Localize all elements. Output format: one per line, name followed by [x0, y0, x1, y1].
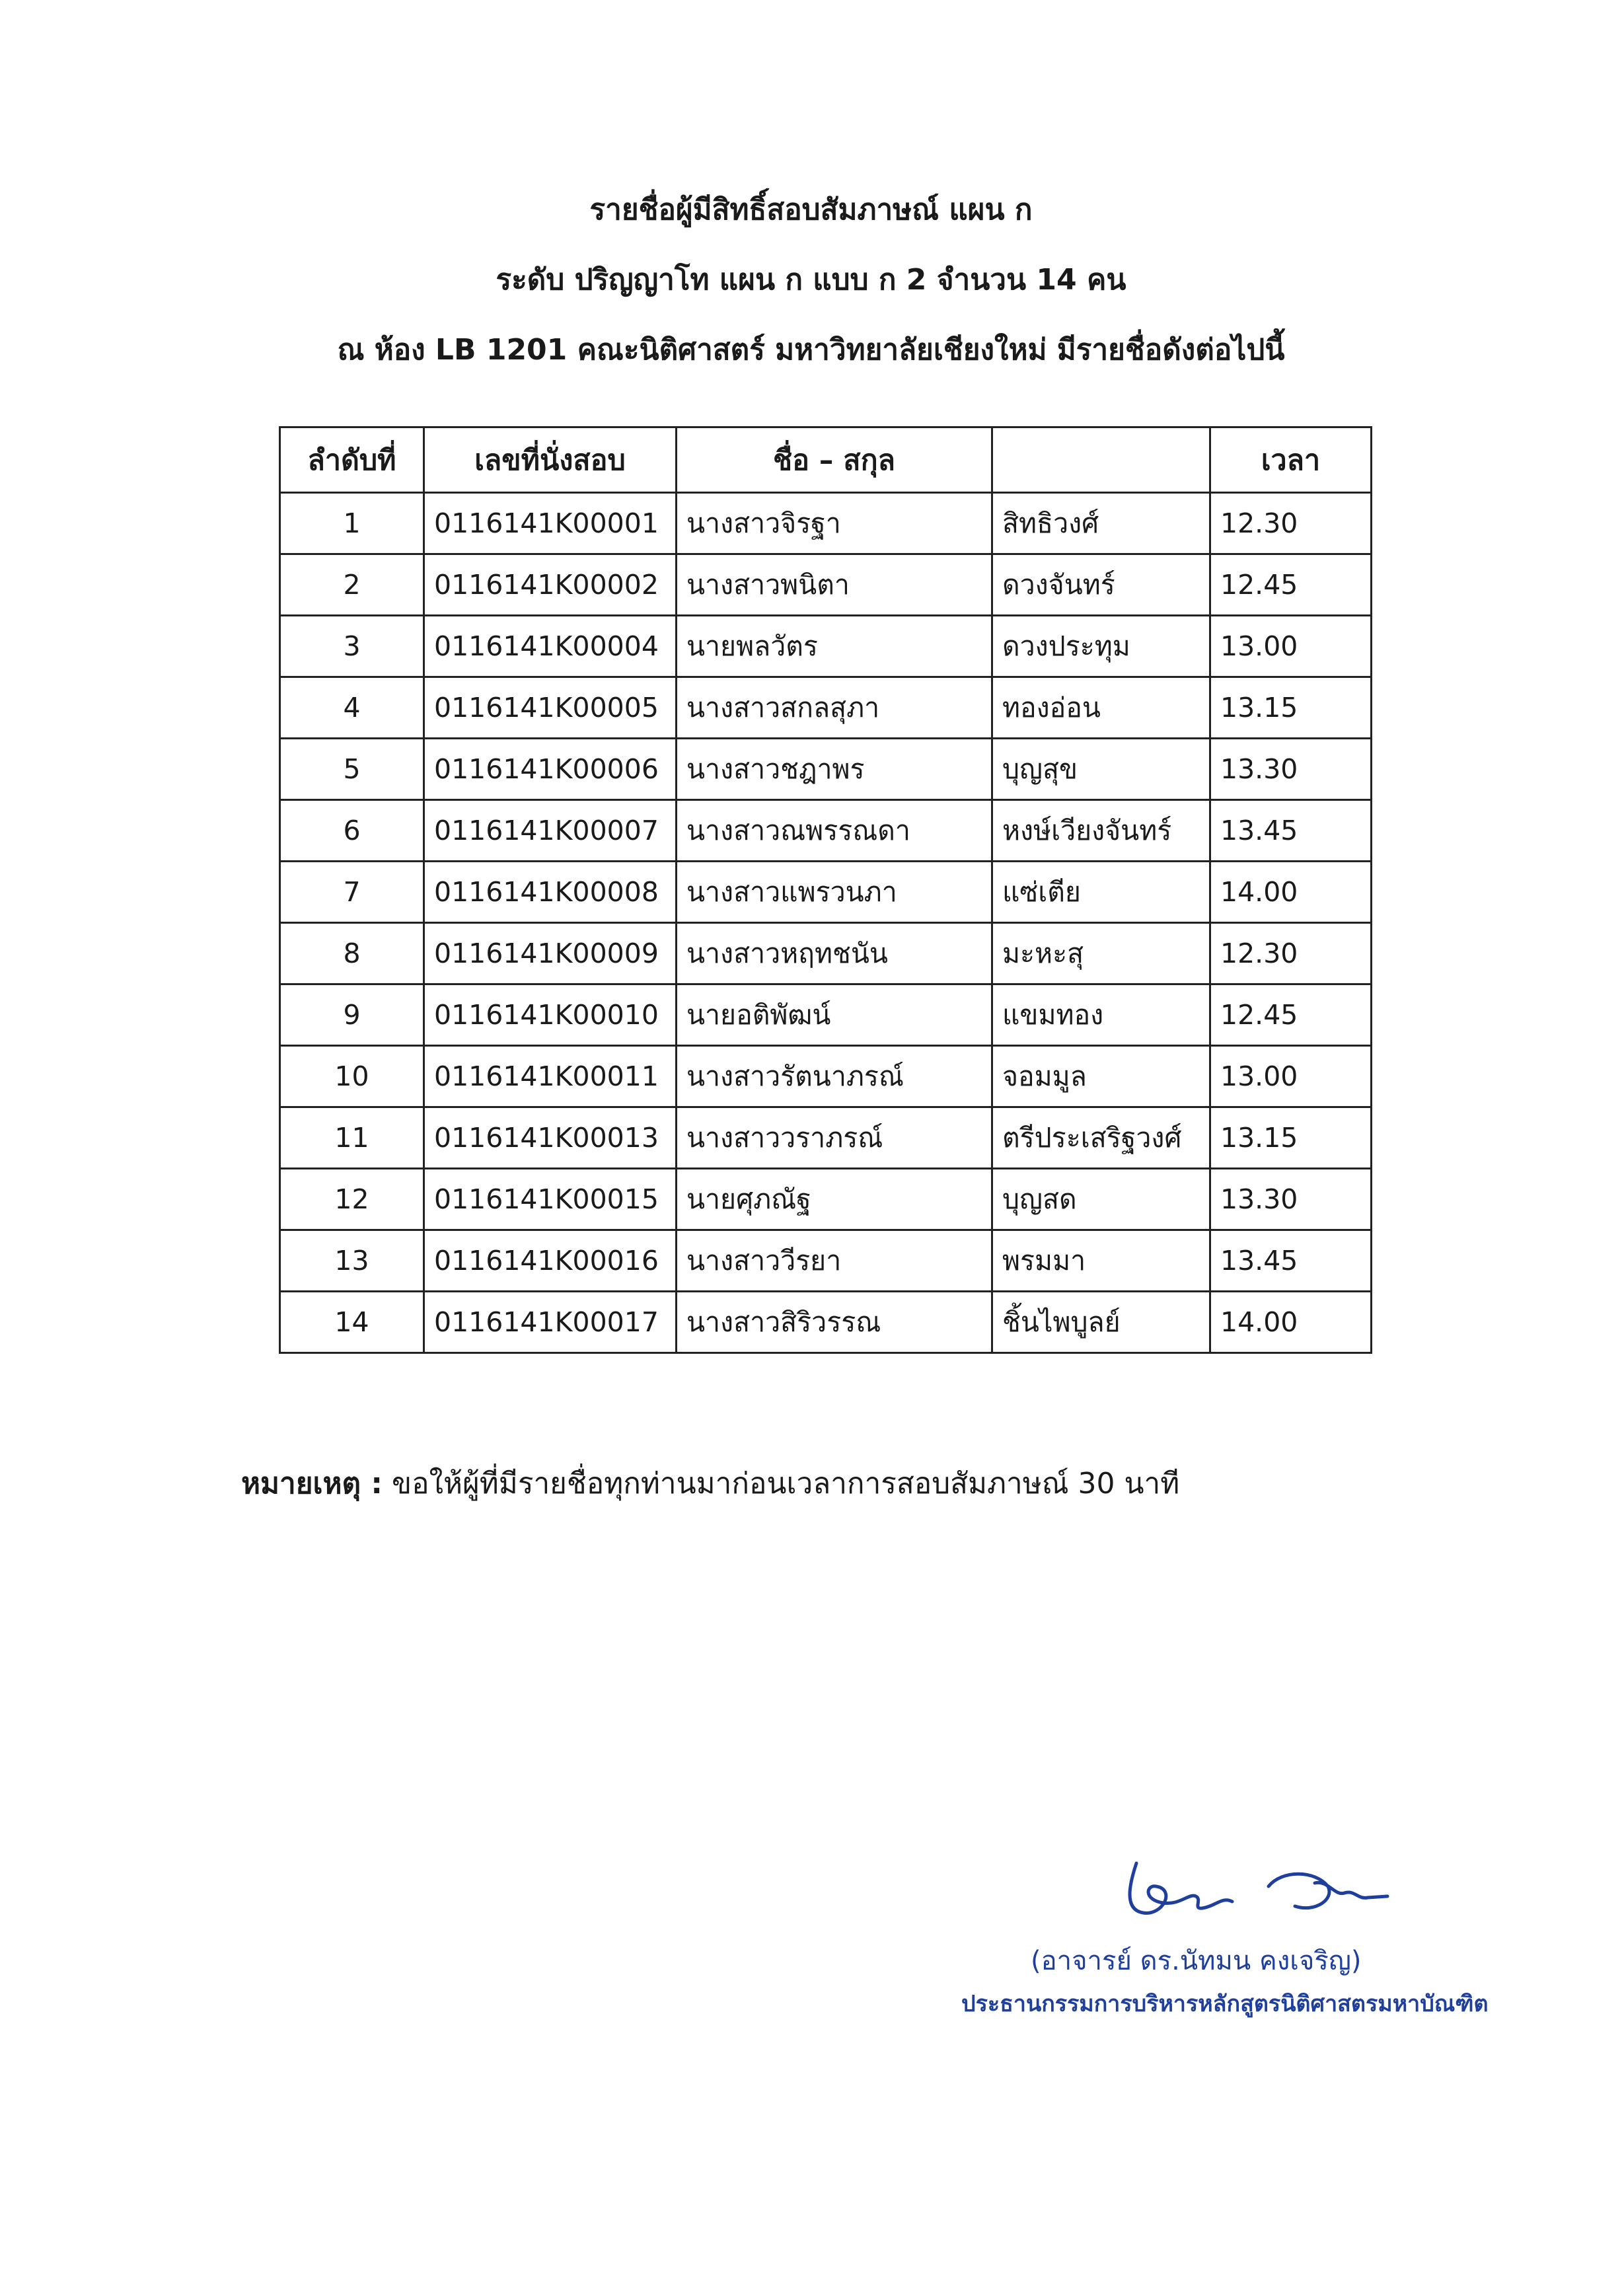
remark: [241, 1460, 1179, 1506]
cell-time: 12.30: [1210, 493, 1372, 554]
cell-no: 2: [280, 554, 424, 616]
cell-time: 12.30: [1210, 923, 1372, 984]
cell-seat: 0116141K00009: [424, 923, 677, 984]
cell-last-name: จอมมูล: [992, 1046, 1210, 1107]
cell-first-name: นางสาวชฎาพร: [677, 739, 992, 800]
cell-last-name: แซ่เตีย: [992, 862, 1210, 923]
cell-time: 13.15: [1210, 1107, 1372, 1169]
cell-seat: 0116141K00007: [424, 800, 677, 862]
cell-first-name: นางสาวสิริวรรณ: [677, 1292, 992, 1353]
cell-last-name: ชิ้นไพบูลย์: [992, 1292, 1210, 1353]
cell-time: 13.00: [1210, 616, 1372, 677]
cell-no: 12: [280, 1169, 424, 1230]
cell-seat: 0116141K00010: [424, 984, 677, 1046]
table-body: [280, 493, 1372, 1353]
table-row: [280, 862, 1372, 923]
remark-label: หมายเหตุ :: [241, 1467, 383, 1500]
cell-last-name: หงษ์เวียงจันทร์: [992, 800, 1210, 862]
cell-no: 5: [280, 739, 424, 800]
cell-time: 13.30: [1210, 739, 1372, 800]
cell-time: 13.45: [1210, 1230, 1372, 1292]
cell-seat: 0116141K00016: [424, 1230, 677, 1292]
table-row: [280, 800, 1372, 862]
table-row: [280, 1107, 1372, 1169]
cell-first-name: นางสาวพนิตา: [677, 554, 992, 616]
column-header-surname: [992, 427, 1210, 493]
table-row: [280, 1230, 1372, 1292]
cell-no: 10: [280, 1046, 424, 1107]
cell-no: 3: [280, 616, 424, 677]
header-location: ณ ห้อง LB 1201 คณะนิติศาสตร์ มหาวิทยาลัยเชียงใหม่ มีรายชื่อดังต่อไปนี้: [337, 333, 1285, 367]
column-header-seat: เลขที่นั่งสอบ: [424, 427, 677, 493]
cell-seat: 0116141K00006: [424, 739, 677, 800]
table-header-row: [280, 427, 1372, 493]
cell-first-name: นางสาวจิรฐา: [677, 493, 992, 554]
cell-first-name: นางสาวรัตนาภรณ์: [677, 1046, 992, 1107]
column-header-time: เวลา: [1210, 427, 1372, 493]
cell-time: 13.45: [1210, 800, 1372, 862]
cell-last-name: บุญสด: [992, 1169, 1210, 1230]
cell-last-name: มะหะสุ: [992, 923, 1210, 984]
signatory-title: ประธานกรรมการบริหารหลักสูตรนิติศาสตรมหาบัณฑิต: [961, 1991, 1489, 2017]
table-row: [280, 923, 1372, 984]
column-header-no: ลำดับที่: [280, 427, 424, 493]
cell-last-name: พรมมา: [992, 1230, 1210, 1292]
table-row: [280, 554, 1372, 616]
cell-first-name: นายศุภณัฐ: [677, 1169, 992, 1230]
cell-last-name: สิทธิวงศ์: [992, 493, 1210, 554]
table-row: [280, 984, 1372, 1046]
cell-time: 14.00: [1210, 862, 1372, 923]
cell-seat: 0116141K00002: [424, 554, 677, 616]
cell-first-name: นางสาววีรยา: [677, 1230, 992, 1292]
cell-no: 4: [280, 677, 424, 739]
cell-no: 13: [280, 1230, 424, 1292]
cell-no: 9: [280, 984, 424, 1046]
cell-time: 12.45: [1210, 554, 1372, 616]
cell-seat: 0116141K00001: [424, 493, 677, 554]
cell-seat: 0116141K00004: [424, 616, 677, 677]
document-header: [0, 175, 1622, 385]
cell-no: 11: [280, 1107, 424, 1169]
cell-last-name: แขมทอง: [992, 984, 1210, 1046]
table-row: [280, 1292, 1372, 1353]
cell-time: 14.00: [1210, 1292, 1372, 1353]
table-row: [280, 493, 1372, 554]
table-row: [280, 1169, 1372, 1230]
cell-last-name: ทองอ่อน: [992, 677, 1210, 739]
header-title: รายชื่อผู้มีสิทธิ์สอบสัมภาษณ์ แผน ก: [589, 193, 1033, 227]
cell-last-name: ดวงจันทร์: [992, 554, 1210, 616]
cell-first-name: นางสาววราภรณ์: [677, 1107, 992, 1169]
cell-time: 13.30: [1210, 1169, 1372, 1230]
cell-seat: 0116141K00008: [424, 862, 677, 923]
cell-first-name: นางสาวณพรรณดา: [677, 800, 992, 862]
remark-text: ขอให้ผู้ที่มีรายชื่อทุกท่านมาก่อนเวลาการสอบสัมภาษณ์ 30 นาที: [392, 1467, 1180, 1500]
cell-first-name: นางสาวสกลสุภา: [677, 677, 992, 739]
table-row: [280, 1046, 1372, 1107]
cell-seat: 0116141K00005: [424, 677, 677, 739]
cell-no: 8: [280, 923, 424, 984]
cell-first-name: นายพลวัตร: [677, 616, 992, 677]
cell-no: 7: [280, 862, 424, 923]
cell-seat: 0116141K00013: [424, 1107, 677, 1169]
cell-time: 13.15: [1210, 677, 1372, 739]
cell-seat: 0116141K00017: [424, 1292, 677, 1353]
handwritten-signature: [1117, 1850, 1407, 1929]
cell-no: 1: [280, 493, 424, 554]
cell-first-name: นายอติพัฒน์: [677, 984, 992, 1046]
signatory-name: (อาจารย์ ดร.นัทมน คงเจริญ): [1031, 1946, 1362, 1976]
column-header-name: ชื่อ – สกุล: [677, 427, 992, 493]
cell-last-name: ตรีประเสริฐวงศ์: [992, 1107, 1210, 1169]
cell-first-name: นางสาวแพรวนภา: [677, 862, 992, 923]
table-row: [280, 677, 1372, 739]
cell-seat: 0116141K00011: [424, 1046, 677, 1107]
table-row: [280, 739, 1372, 800]
cell-first-name: นางสาวหฤทชนัน: [677, 923, 992, 984]
header-program: ระดับ ปริญญาโท แผน ก แบบ ก 2 จำนวน 14 คน: [496, 263, 1126, 297]
cell-no: 6: [280, 800, 424, 862]
candidate-table: [279, 426, 1372, 1354]
cell-time: 12.45: [1210, 984, 1372, 1046]
cell-last-name: ดวงประทุม: [992, 616, 1210, 677]
cell-time: 13.00: [1210, 1046, 1372, 1107]
cell-last-name: บุญสุข: [992, 739, 1210, 800]
cell-seat: 0116141K00015: [424, 1169, 677, 1230]
cell-no: 14: [280, 1292, 424, 1353]
table-row: [280, 616, 1372, 677]
